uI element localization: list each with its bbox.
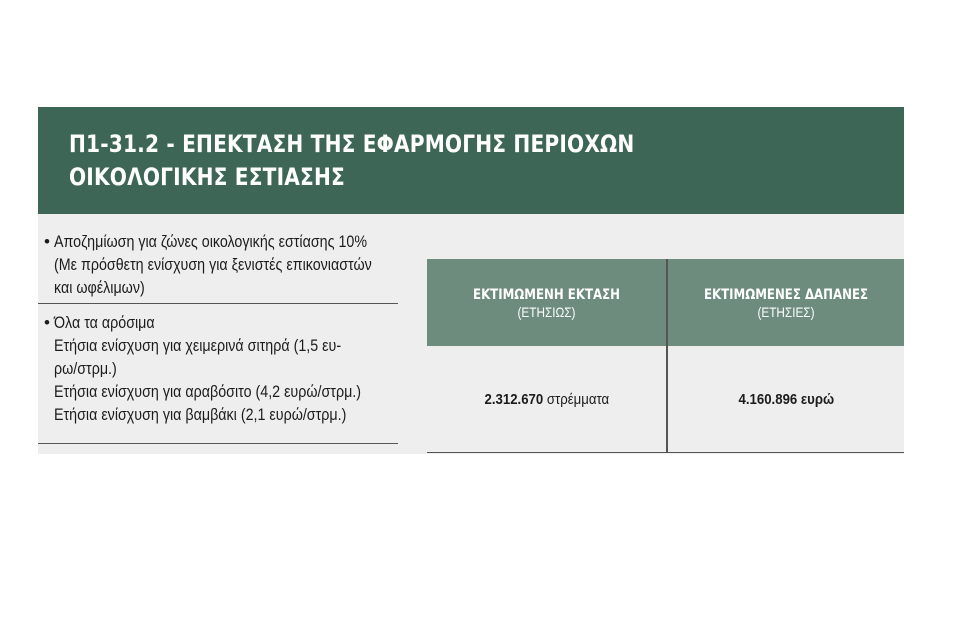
measure-item bbox=[38, 304, 398, 444]
measures-list bbox=[38, 214, 398, 444]
measure-item bbox=[38, 214, 398, 304]
column-header-area bbox=[427, 259, 666, 346]
measure-line: Όλα τα αρόσιμα bbox=[54, 313, 155, 332]
cell-area-value bbox=[427, 346, 666, 452]
table-bottom-rule bbox=[427, 452, 904, 453]
cost-number: 4.160.896 bbox=[738, 390, 797, 408]
measure-line: Ετήσια ενίσχυση για αραβόσιτο (4,2 ευρώ/στρμ.) bbox=[54, 382, 362, 401]
measure-line: Ετήσια ενίσχυση για χειμερινά σιτηρά (1,5 ευ- bbox=[54, 336, 342, 355]
measure-line: Ετήσια ενίσχυση για βαμβάκι (2,1 ευρώ/στρμ.) bbox=[54, 405, 347, 424]
cost-unit: ευρώ bbox=[800, 390, 834, 408]
header-title-line-2: ΟΙΚΟΛΟΓΙΚΗΣ ΕΣΤΙΑΣΗΣ bbox=[69, 163, 345, 191]
cell-cost-value bbox=[668, 346, 904, 452]
area-unit: στρέμματα bbox=[546, 390, 609, 408]
area-number: 2.312.670 bbox=[484, 390, 543, 408]
column-title: ΕΚΤΙΜΩΜΕΝΗ ΕΚΤΑΣΗ bbox=[473, 287, 620, 303]
column-subtitle: (ΕΤΗΣΙΕΣ) bbox=[757, 304, 815, 320]
header-title-line-1: Π1-31.2 - ΕΠΕΚΤΑΣΗ ΤΗΣ ΕΦΑΡΜΟΓΗΣ ΠΕΡΙΟΧΩΝ bbox=[69, 130, 635, 158]
measure-line: ρω/στρμ.) bbox=[54, 359, 117, 378]
bullet-icon: • bbox=[44, 232, 50, 251]
cost-value bbox=[738, 391, 834, 408]
section-header bbox=[38, 107, 904, 214]
measure-line: (Με πρόσθετη ενίσχυση για ξενιστές επικονιαστών bbox=[54, 255, 372, 274]
measure-line: Αποζημίωση για ζώνες οικολογικής εστίασης 10% bbox=[54, 232, 368, 251]
area-value bbox=[484, 391, 609, 408]
column-header-cost bbox=[668, 259, 904, 346]
column-title: ΕΚΤΙΜΩΜΕΝΕΣ ΔΑΠΑΝΕΣ bbox=[703, 287, 869, 303]
estimates-table bbox=[427, 259, 904, 453]
bullet-icon: • bbox=[44, 313, 50, 332]
measure-line: και ωφέλιμων) bbox=[54, 278, 145, 297]
column-subtitle: (ΕΤΗΣΙΩΣ) bbox=[517, 304, 576, 320]
